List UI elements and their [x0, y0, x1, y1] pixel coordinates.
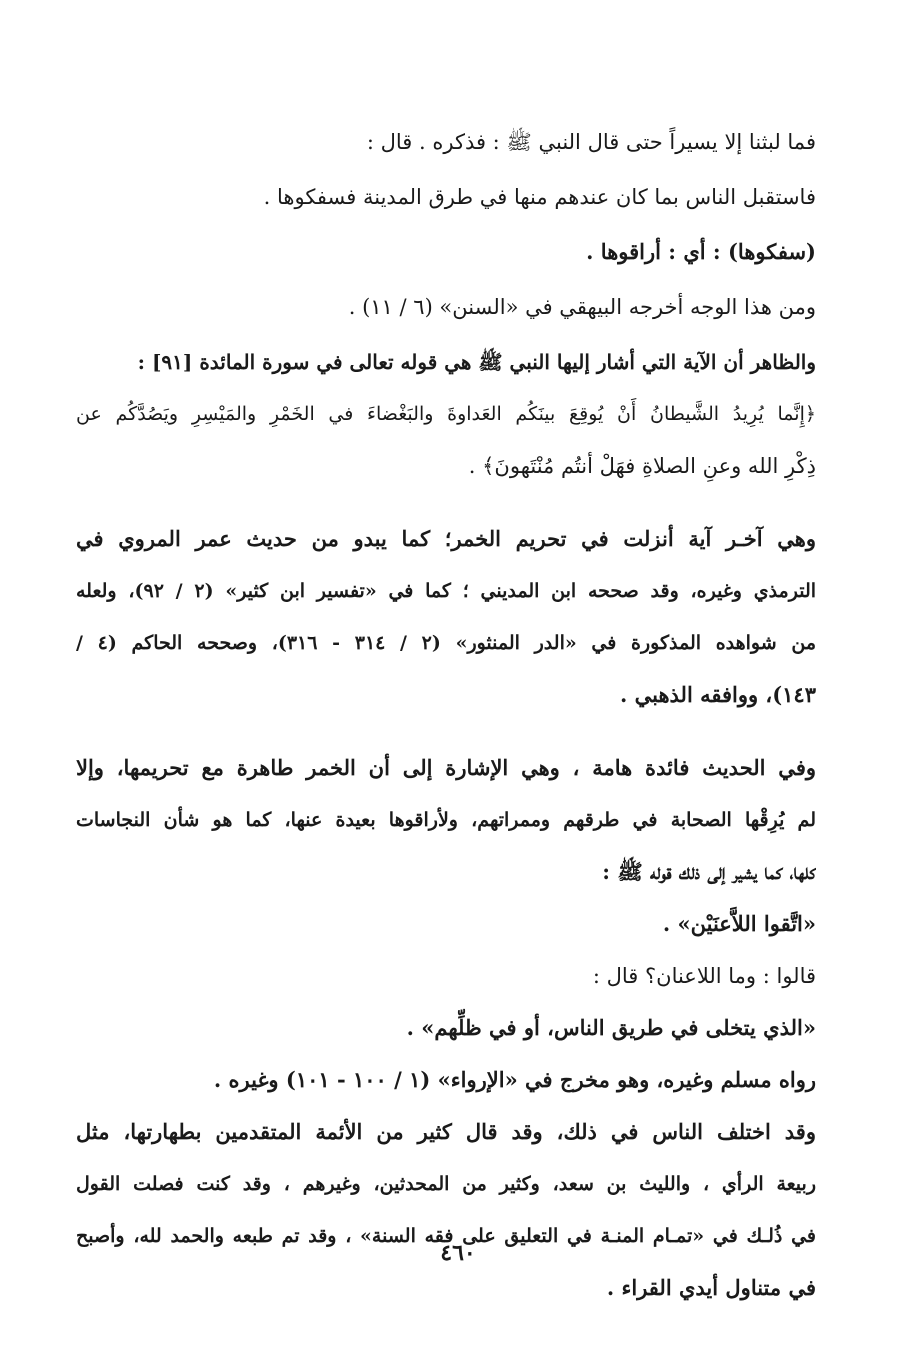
text-line-8: وهي آخـر آية أنزلت في تحريم الخمر؛ كما يبدو من حديث عمر المروي في — [76, 526, 816, 551]
quran-verse-line-1: ﴿إِنَّما يُرِيدُ الشَّيطانُ أَنْ يُوقِعَ بينَكُم العَداوةَ والبَغْضاءَ في الخَمْرِ والمَيْسِرِ ويَصُدَّكُم عن — [76, 403, 816, 425]
paragraph-gap — [76, 497, 816, 515]
text-line-2: فاستقبل الناس بما كان عندهم منها في طرق المدينة فسفكوها . — [263, 185, 816, 209]
text-line-1: فما لبثنا إلا يسيراً حتى قال النبي ﷺ : فذكره . قال : — [366, 130, 816, 154]
text-line-11: ١٤٣)، ووافقه الذهبي . — [619, 682, 816, 707]
text-line-10: من شواهده المذكورة في «الدر المنثور» (٢ / ٣١٤ - ٣١٦)، وصححه الحاكم (٤ / — [76, 632, 816, 654]
page-number: ٤٦٠ — [440, 1240, 476, 1266]
paragraph-gap — [76, 726, 816, 744]
page-body — [76, 118, 816, 1319]
text-line-12: وفي الحديث فائدة هامة ، وهي الإشارة إلى أن الخمر طاهرة مع تحريمها، وإلا — [76, 755, 816, 780]
text-line-3: (سفكوها) : أي : أراقوها . — [586, 239, 816, 264]
text-line-13: لم يُرِقْها الصحابة في طرقهم وممراتهم، ولأراقوها بعيدة عنها، كما هو شأن النجاسات — [76, 809, 816, 831]
quran-verse-line-2: ذِكْرِ الله وعنِ الصلاةِ فهَلْ أنتُم مُنْتَهونَ﴾ . — [468, 454, 816, 478]
text-line-22: في متناول أيدي القراء . — [606, 1275, 816, 1300]
text-line-9: الترمذي وغيره، وقد صححه ابن المديني ؛ كما في «تفسير ابن كثير» (٢ / ٩٢)، ولعله — [76, 580, 816, 602]
text-line-4: ومن هذا الوجه أخرجه البيهقي في «السنن» (٦ / ١١) . — [348, 295, 816, 319]
text-line-5: والظاهر أن الآية التي أشار إليها النبي ﷺ هي قوله تعالى في سورة المائدة [٩١] : — [137, 350, 816, 374]
text-line-21: في ذُلـك في «تمـام المنـة في التعليق على فقه السنة» ، وقد تم طبعه والحمد لله، وأصبح — [76, 1225, 816, 1247]
text-line-14: كلها، كما يشير إلى ذلك قوله ﷺ : — [602, 859, 816, 884]
text-line-20: ربيعة الرأي ، والليث بن سعد، وكثير من المحدثين، وغيرهم ، وقد كنت فصلت القول — [76, 1173, 816, 1195]
text-line-17: «الذي يتخلى في طريق الناس، أو في ظلِّهم» . — [406, 1015, 816, 1040]
text-line-16: قالوا : وما اللاعنان؟ قال : — [592, 964, 816, 988]
text-line-19: وقد اختلف الناس في ذلك، وقد قال كثير من الأئمة المتقدمين بطهارتها، مثل — [76, 1119, 816, 1144]
text-line-18: رواه مسلم وغيره، وهو مخرج في «الإرواء» (١ / ١٠٠ - ١٠١) وغيره . — [213, 1067, 816, 1092]
text-line-15: «اتَّقوا اللاَّعنَيْن» . — [662, 911, 816, 936]
